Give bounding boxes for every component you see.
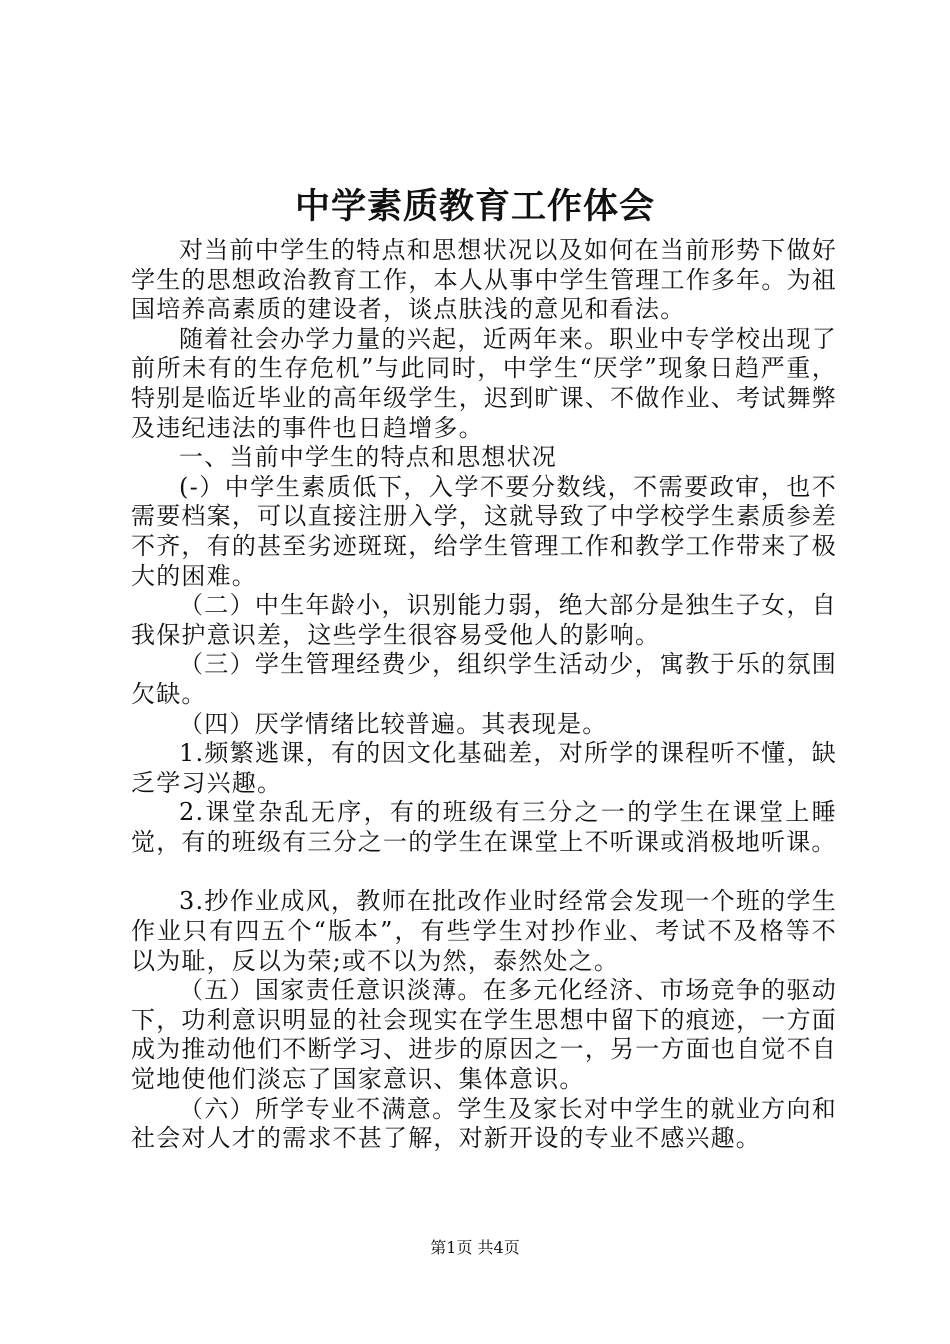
page-number: 第1页 共4页 <box>430 1238 520 1257</box>
list-item: 3.抄作业成风，教师在批改作业时经常会发现一个班的学生作业只有四五个“版本”，有些学生对抄作业、考试不及格等不以为耻，反以为荣;或不以为然，泰然处之。 <box>131 887 837 975</box>
list-item: 2.课堂杂乱无序，有的班级有三分之一的学生在课堂上睡觉，有的班级有三分之一的学生在课堂上不听课或消极地听课。 <box>131 798 837 856</box>
section-heading: 一、当前中学生的特点和思想状况 <box>179 443 557 472</box>
paragraph: (-）中学生素质低下，入学不要分数线，不需要政审，也不需要档案，可以直接注册入学，这就导致了中学校学生素质参差不齐，有的甚至劣迹斑斑，给学生管理工作和教学工作带来了极大的困难。 <box>131 472 837 590</box>
paragraph: （二）中生年龄小，识别能力弱，绝大部分是独生子女，自我保护意识差，这些学生很容易受他人的影响。 <box>131 591 837 649</box>
paragraph: （三）学生管理经费少，组织学生活动少，寓教于乐的氛围欠缺。 <box>131 650 837 708</box>
paragraph: （五）国家责任意识淡薄。在多元化经济、市场竞争的驱动下，功利意识明显的社会现实在学生思想中留下的痕迹，一方面成为推动他们不断学习、进步的原因之一，另一方面也自觉不自觉地使他们淡忘了国家意识、集体意识。 <box>131 976 837 1094</box>
paragraph: （六）所学专业不满意。学生及家长对中学生的就业方向和社会对人才的需求不甚了解，对新开设的专业不感兴趣。 <box>131 1094 837 1153</box>
document-title: 中学素质教育工作体会 <box>294 186 655 227</box>
document-body <box>131 236 837 1154</box>
list-item: 1.频繁逃课，有的因文化基础差，对所学的课程听不懂，缺乏学习兴趣。 <box>131 739 837 797</box>
paragraph: （四）厌学情绪比较普遍。其表现是。 <box>179 709 608 738</box>
paragraph: 随着社会办学力量的兴起，近两年来。职业中专学校出现了前所未有的生存危机”与此同时，中学生“厌学”现象日趋严重，特别是临近毕业的高年级学生，迟到旷课、不做作业、考试舞弊及违纪违法的事件也日趋增多。 <box>131 324 837 442</box>
paragraph: 对当前中学生的特点和思想状况以及如何在当前形势下做好学生的思想政治教育工作，本人从事中学生管理工作多年。为祖国培养高素质的建设者，谈点肤浅的意见和看法。 <box>131 236 837 324</box>
